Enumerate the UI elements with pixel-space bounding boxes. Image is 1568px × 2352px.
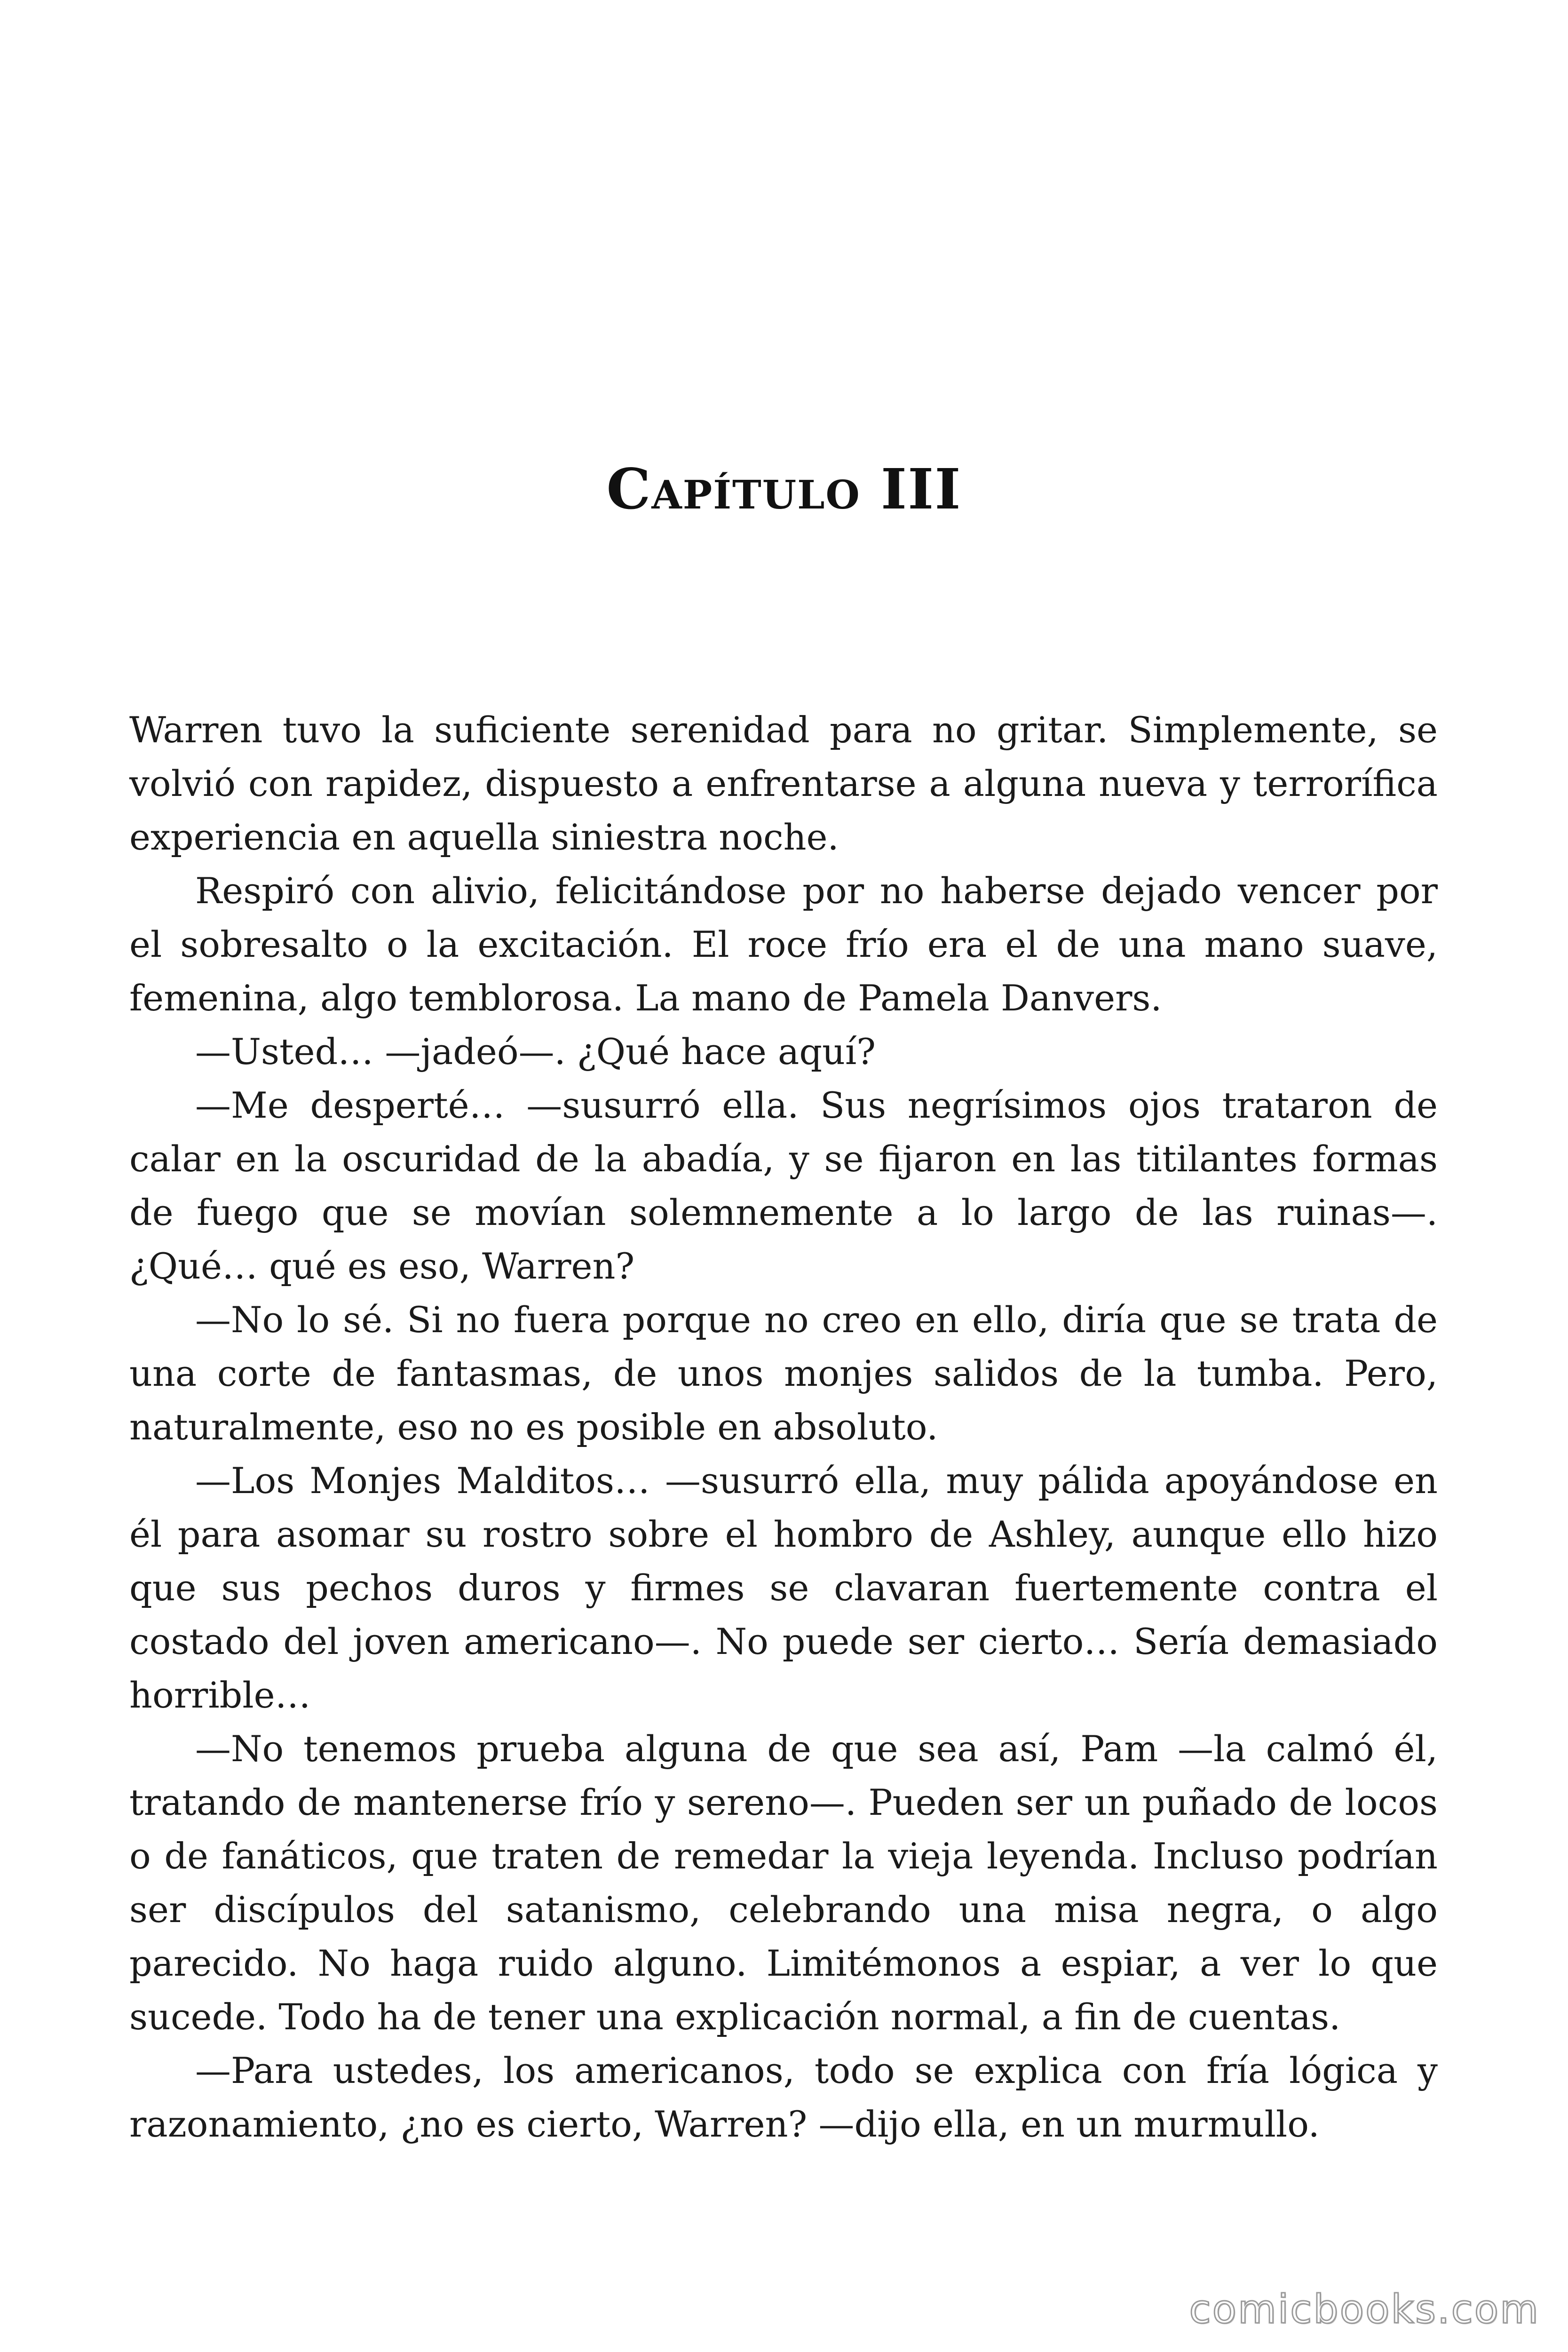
watermark: comicbooks.com (1189, 2286, 1540, 2332)
paragraph: —No lo sé. Si no fuera porque no creo en ello, diría que se trata de una corte de fantasmas, de unos monjes salidos de la tumba. Pero, naturalmente, eso no es posible en absoluto. (129, 1299, 1438, 1448)
paragraph: —Los Monjes Malditos… —susurró ella, muy pálida apoyándose en él para asomar su rostro sobre el hombro de Ashley, aunque ello hizo que sus pechos duros y firmes se clavaran fuertemente contra el costado del joven americano—. No puede ser cierto… Sería demasiado horrible… (129, 1460, 1438, 1716)
paragraph: Warren tuvo la suficiente serenidad para no gritar. Simplemente, se volvió con rapidez, dispuesto a enfrentarse a alguna nueva y terrorífica experiencia en aquella siniestra noche. (129, 709, 1438, 858)
chapter-body (129, 703, 1438, 2151)
paragraph: Respiró con alivio, felicitándose por no haberse dejado vencer por el sobresalto o la excitación. El roce frío era el de una mano suave, femenina, algo temblorosa. La mano de Pamela Danvers. (129, 870, 1438, 1019)
chapter-title: Capítulo III (606, 456, 962, 522)
paragraph: —Para ustedes, los americanos, todo se explica con fría lógica y razonamiento, ¿no es cierto, Warren? —dijo ella, en un murmullo. (129, 2050, 1438, 2145)
paragraph: —Usted… —jadeó—. ¿Qué hace aquí? (195, 1031, 876, 1073)
paragraph: —No tenemos prueba alguna de que sea así, Pam —la calmó él, tratando de mantenerse frío y sereno—. Pueden ser un puñado de locos o de fanáticos, que traten de remedar la vieja leyenda. Incluso podrían ser discípulos del satanismo, celebrando una misa negra, o algo parecido. No haga ruido alguno. Limitémonos a espiar, a ver lo que sucede. Todo ha de tener una explicación normal, a fin de cuentas. (129, 1728, 1438, 2038)
paragraph: —Me desperté… —susurró ella. Sus negrísimos ojos trataron de calar en la oscuridad de la abadía, y se fijaron en las titilantes formas de fuego que se movían solemnemente a lo largo de las ruinas—. ¿Qué… qué es eso, Warren? (129, 1084, 1438, 1287)
